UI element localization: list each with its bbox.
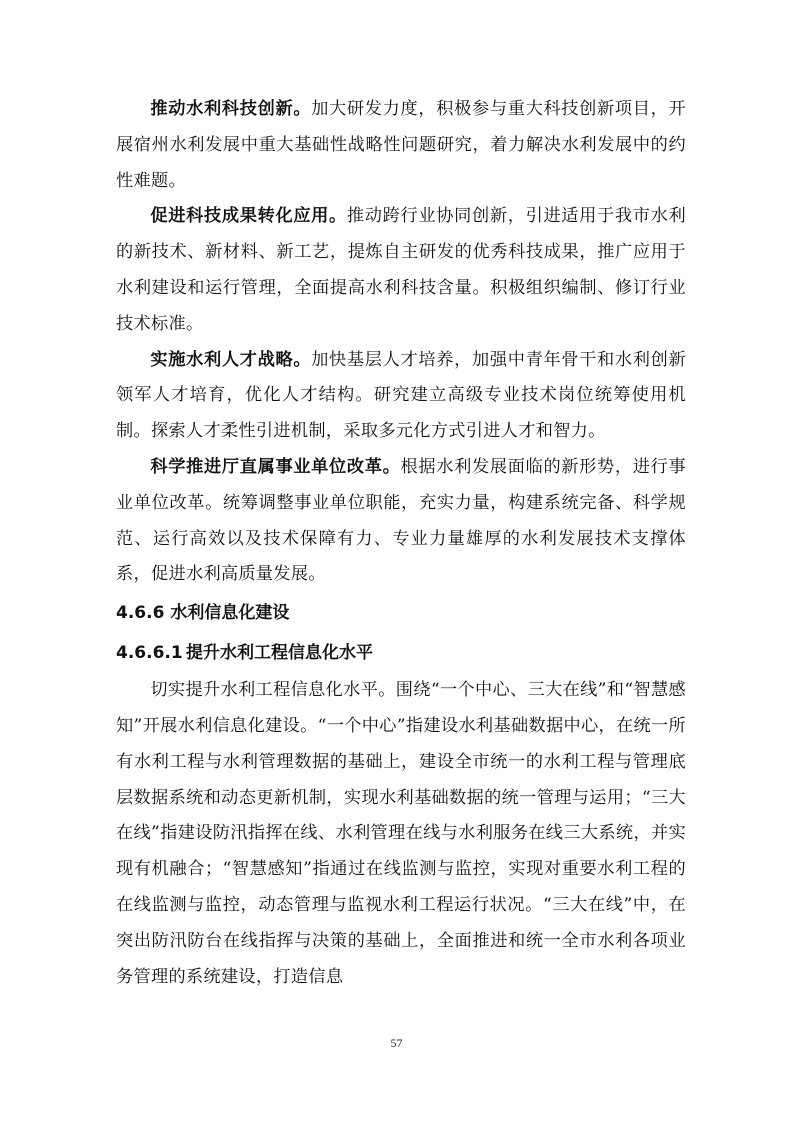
subsection-heading xyxy=(116,633,686,673)
paragraph-talent-strategy xyxy=(116,343,686,450)
paragraph-lead: 实施水利人才战略。 xyxy=(150,349,312,370)
body-paragraph: 切实提升水利工程信息化水平。围绕“一个中心、三大在线”和“智慧感知”开展水利信息化建设。“一个中心”指建设水利基础数据中心，在统一所有水利工程与水利管理数据的基础上，建设全市统一的水利工程与管理底层数据系统和动态更新机制，实现水利基础数据的统一管理与运用；“三大在线”指建设防汛指挥在线、水利管理在线与水利服务在线三大系统，并实现有机融合；“智慧感知”指通过在线监测与监控，实现对重要水利工程的在线监测与监控，动态管理与监视水利工程运行状况。“三大在线”中，在突出防汛防台在线指挥与决策的基础上，全面推进和统一全市水利各项业务管理的系统建设，打造信息 xyxy=(116,680,686,987)
paragraph-text: 根据水利发展面临的新形势，进行事业单位改革。统筹调整事业单位职能，充实力量，构建系统完备、科学规范、运行高效以及技术保障有力、专业力量雄厚的水利发展技术支撑体系，促进水利高质量发展。 xyxy=(116,456,686,585)
subsection-number: 4.6.6.1 xyxy=(116,643,183,664)
paragraph-text: 加大研发力度，积极参与重大科技创新项目，开展宿州水利发展中重大基础性战略性问题研究，着力解决水利发展中的约性难题。 xyxy=(116,99,686,191)
page-content xyxy=(116,92,686,995)
subsection-title: 提升水利工程信息化水平 xyxy=(186,643,373,664)
paragraph-institution-reform xyxy=(116,450,686,593)
paragraph-lead: 促进科技成果转化应用。 xyxy=(150,206,347,227)
paragraph-lead: 推动水利科技创新。 xyxy=(150,99,312,119)
paragraph-tech-innovation xyxy=(116,92,686,199)
paragraph-lead: 科学推进厅直属事业单位改革。 xyxy=(150,456,401,477)
paragraph-tech-transfer xyxy=(116,199,686,342)
paragraph-text: 推动跨行业协同创新，引进适用于我市水利的新技术、新材料、新工艺，提炼自主研发的优秀科技成果，推广应用于水利建设和运行管理，全面提高水利科技含量。积极组织编制、修订行业技术标准。 xyxy=(116,206,686,334)
section-heading: 4.6.6 水利信息化建设 xyxy=(116,603,290,624)
page-number: 57 xyxy=(390,1036,403,1050)
paragraph-text: 加快基层人才培养，加强中青年骨干和水利创新领军人才培育，优化人才结构。研究建立高级专业技术岗位统筹使用机制。探索人才柔性引进机制，采取多元化方式引进人才和智力。 xyxy=(116,349,686,442)
